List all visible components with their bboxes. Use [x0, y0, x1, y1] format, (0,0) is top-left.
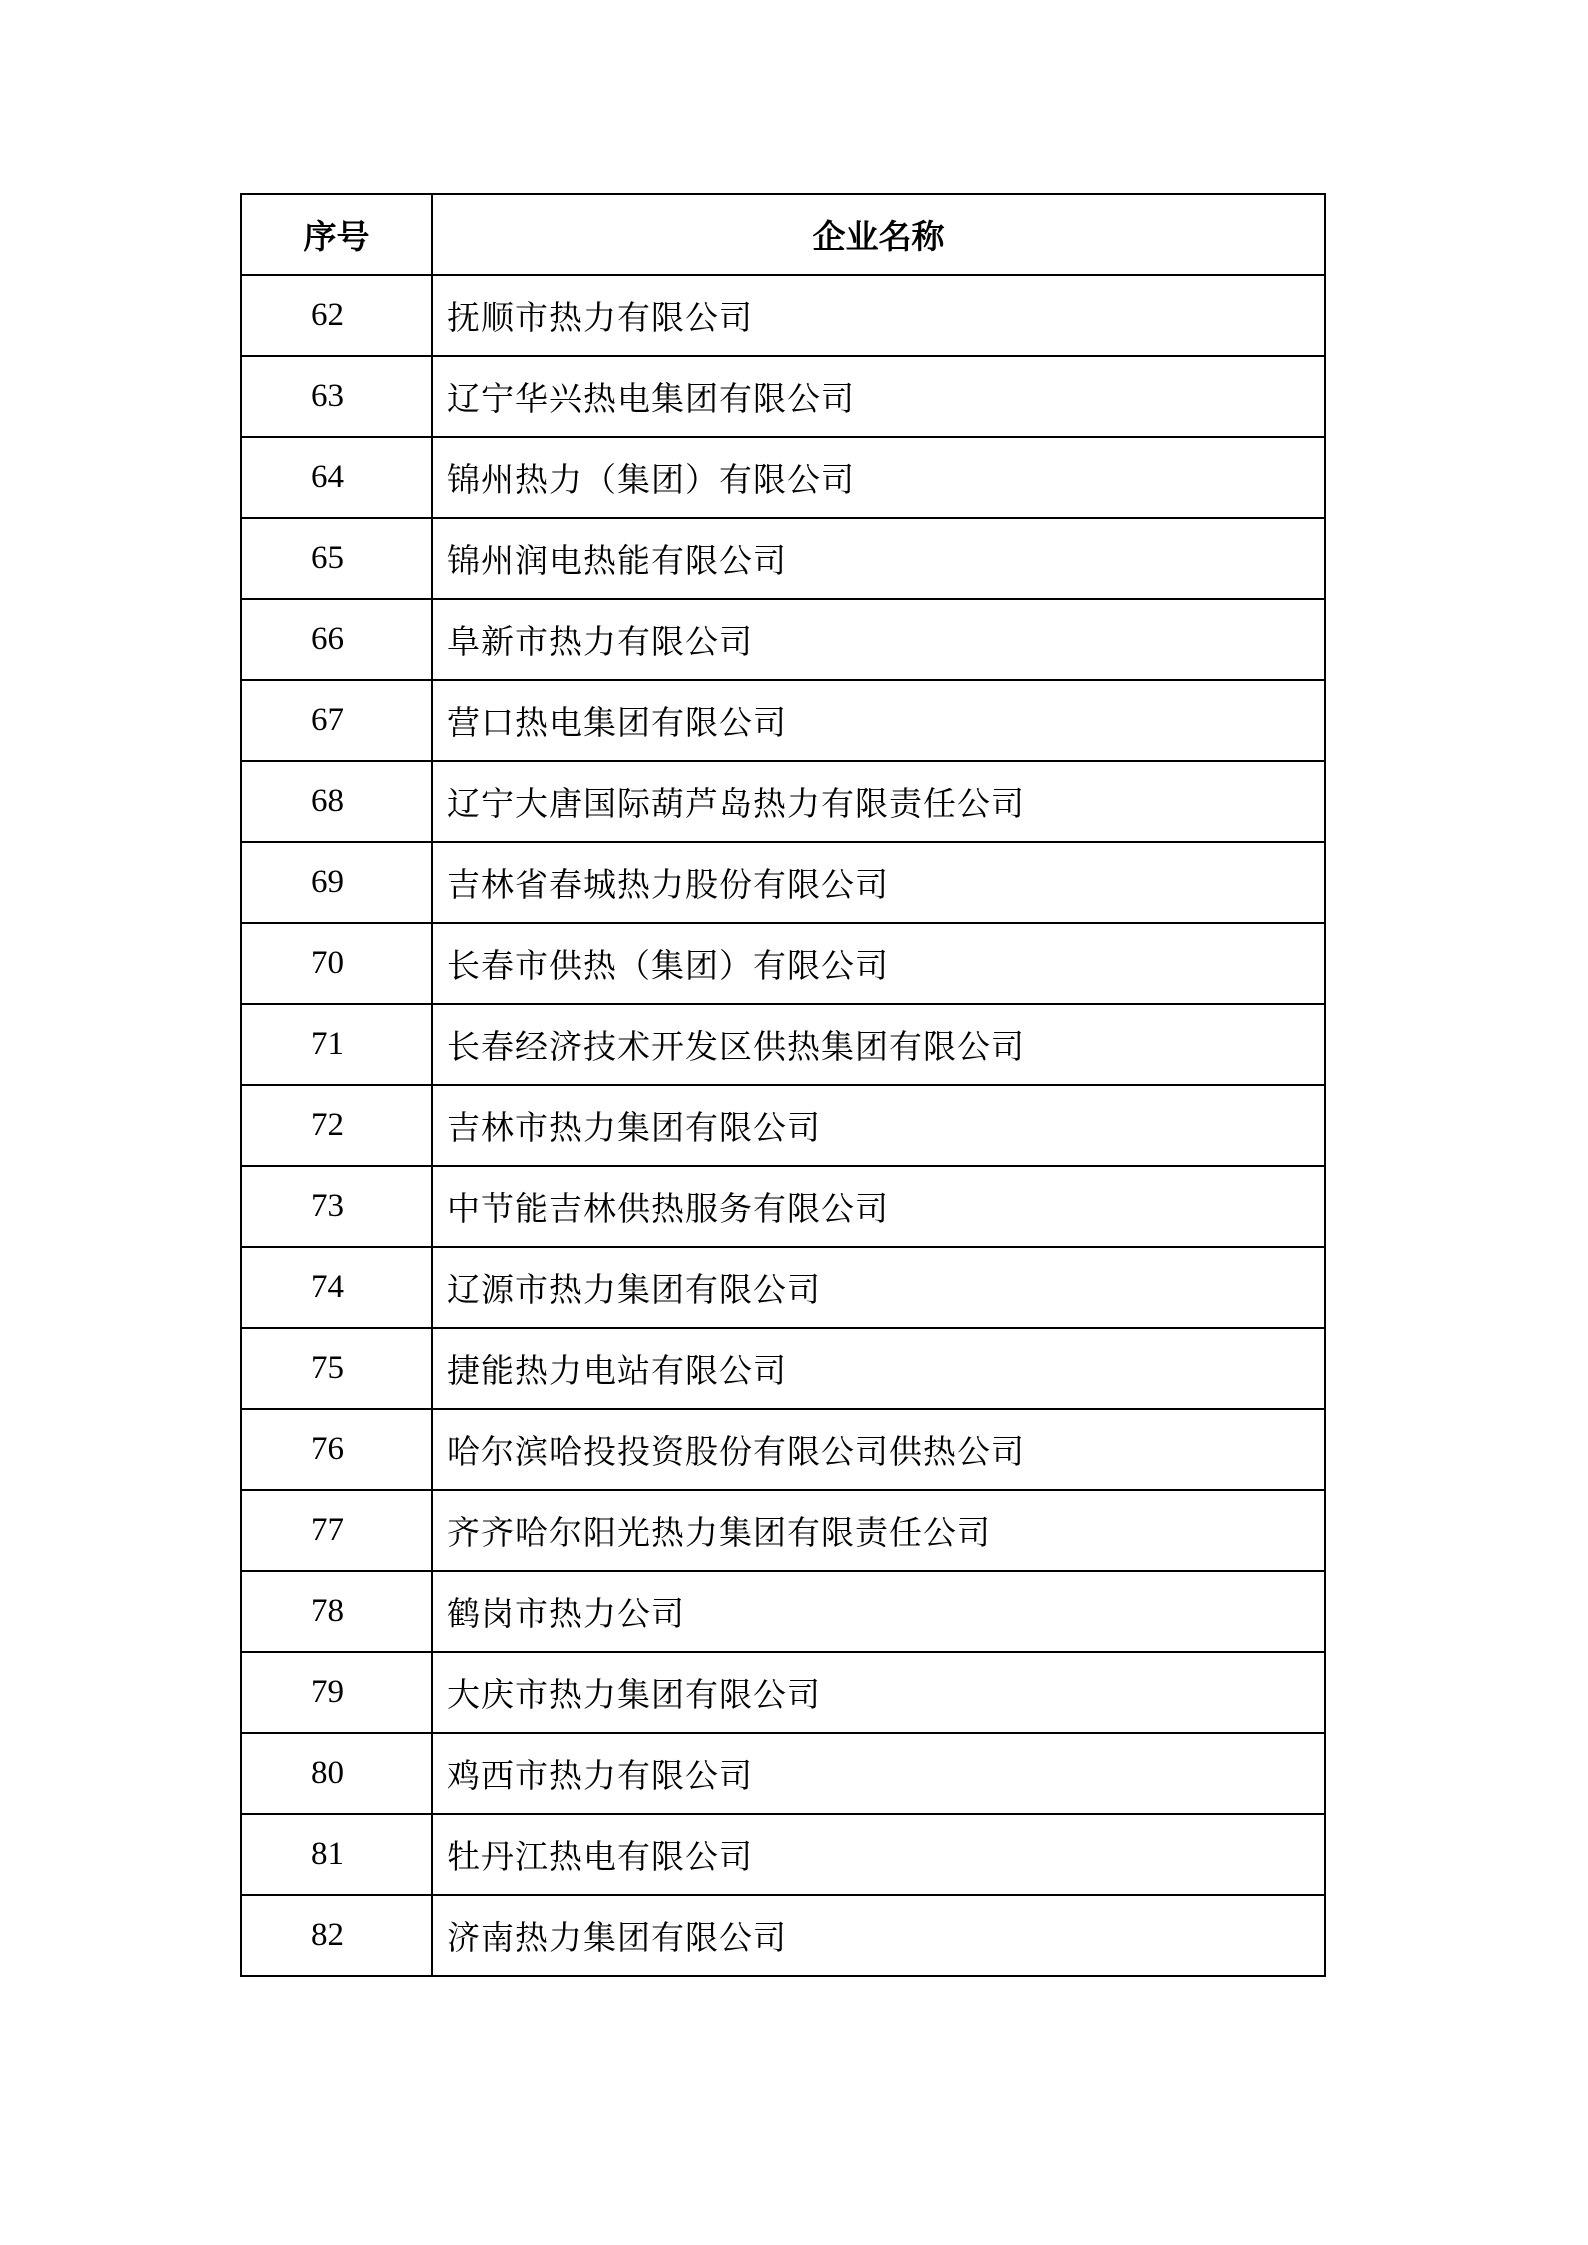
enterprise-name-cell: 吉林市热力集团有限公司	[432, 1085, 1325, 1166]
enterprise-name-cell: 中节能吉林供热服务有限公司	[432, 1166, 1325, 1247]
serial-number-cell: 66	[241, 599, 432, 680]
table-row	[241, 923, 1325, 1004]
serial-number-cell: 73	[241, 1166, 432, 1247]
header-serial-number: 序号	[241, 194, 432, 275]
enterprise-name-cell: 济南热力集团有限公司	[432, 1895, 1325, 1976]
enterprise-name-cell: 辽源市热力集团有限公司	[432, 1247, 1325, 1328]
table-row	[241, 1409, 1325, 1490]
serial-number-cell: 77	[241, 1490, 432, 1571]
table-row	[241, 356, 1325, 437]
table-row	[241, 1247, 1325, 1328]
serial-number-cell: 69	[241, 842, 432, 923]
serial-number-cell: 76	[241, 1409, 432, 1490]
table-row	[241, 1166, 1325, 1247]
enterprise-name-cell: 辽宁大唐国际葫芦岛热力有限责任公司	[432, 761, 1325, 842]
enterprise-name-cell: 吉林省春城热力股份有限公司	[432, 842, 1325, 923]
enterprise-table	[240, 193, 1326, 1977]
enterprise-name-cell: 抚顺市热力有限公司	[432, 275, 1325, 356]
serial-number-cell: 67	[241, 680, 432, 761]
serial-number-cell: 80	[241, 1733, 432, 1814]
serial-number-cell: 68	[241, 761, 432, 842]
serial-number-cell: 63	[241, 356, 432, 437]
table-row	[241, 842, 1325, 923]
enterprise-name-cell: 辽宁华兴热电集团有限公司	[432, 356, 1325, 437]
header-enterprise-name: 企业名称	[432, 194, 1325, 275]
serial-number-cell: 65	[241, 518, 432, 599]
enterprise-name-cell: 长春市供热（集团）有限公司	[432, 923, 1325, 1004]
table-row	[241, 1814, 1325, 1895]
enterprise-name-cell: 牡丹江热电有限公司	[432, 1814, 1325, 1895]
enterprise-name-cell: 锦州热力（集团）有限公司	[432, 437, 1325, 518]
enterprise-name-cell: 哈尔滨哈投投资股份有限公司供热公司	[432, 1409, 1325, 1490]
enterprise-name-cell: 营口热电集团有限公司	[432, 680, 1325, 761]
serial-number-cell: 81	[241, 1814, 432, 1895]
enterprise-name-cell: 捷能热力电站有限公司	[432, 1328, 1325, 1409]
table-row	[241, 680, 1325, 761]
table-row	[241, 1571, 1325, 1652]
enterprise-name-cell: 长春经济技术开发区供热集团有限公司	[432, 1004, 1325, 1085]
serial-number-cell: 74	[241, 1247, 432, 1328]
table-row	[241, 275, 1325, 356]
serial-number-cell: 72	[241, 1085, 432, 1166]
table-row	[241, 1652, 1325, 1733]
table-row	[241, 1004, 1325, 1085]
table-header-row	[241, 194, 1325, 275]
serial-number-cell: 79	[241, 1652, 432, 1733]
table-row	[241, 599, 1325, 680]
serial-number-cell: 82	[241, 1895, 432, 1976]
serial-number-cell: 64	[241, 437, 432, 518]
enterprise-name-cell: 大庆市热力集团有限公司	[432, 1652, 1325, 1733]
table-row	[241, 1733, 1325, 1814]
serial-number-cell: 78	[241, 1571, 432, 1652]
table-row	[241, 1490, 1325, 1571]
table-row	[241, 518, 1325, 599]
table-row	[241, 1895, 1325, 1976]
table-row	[241, 1085, 1325, 1166]
serial-number-cell: 70	[241, 923, 432, 1004]
table-row	[241, 1328, 1325, 1409]
enterprise-name-cell: 鹤岗市热力公司	[432, 1571, 1325, 1652]
serial-number-cell: 71	[241, 1004, 432, 1085]
enterprise-name-cell: 鸡西市热力有限公司	[432, 1733, 1325, 1814]
enterprise-name-cell: 锦州润电热能有限公司	[432, 518, 1325, 599]
enterprise-name-cell: 齐齐哈尔阳光热力集团有限责任公司	[432, 1490, 1325, 1571]
serial-number-cell: 62	[241, 275, 432, 356]
enterprise-name-cell: 阜新市热力有限公司	[432, 599, 1325, 680]
table-row	[241, 437, 1325, 518]
serial-number-cell: 75	[241, 1328, 432, 1409]
table-row	[241, 761, 1325, 842]
